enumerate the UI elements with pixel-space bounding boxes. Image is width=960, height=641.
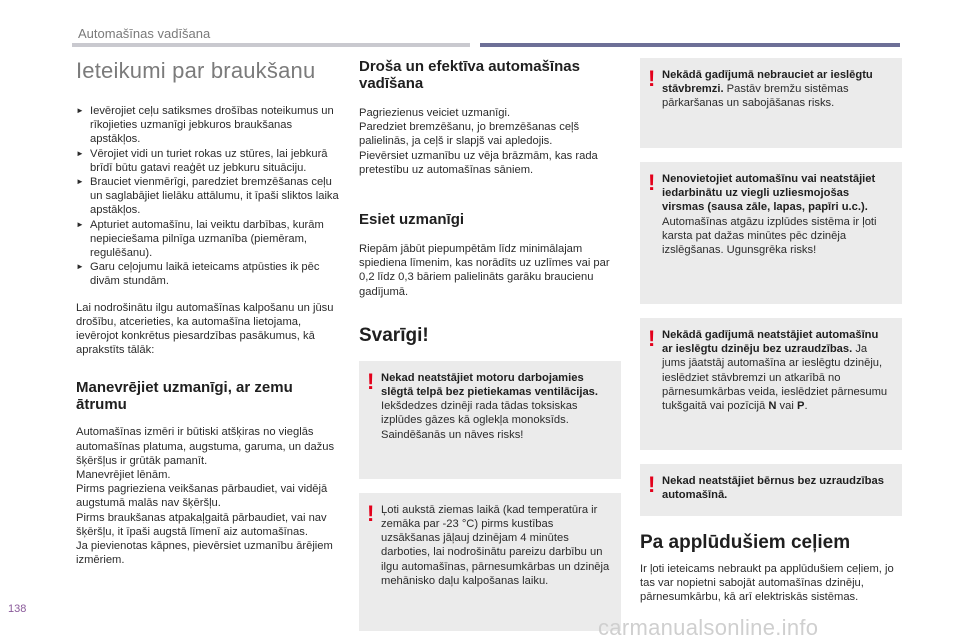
warning-text-end: . [804, 400, 808, 413]
warning-text: Ļoti aukstā ziemas laikā (kad temperatūra ir zemāka par -23 °C) pirms kustības uzsākšanas jāļauj dzinējam 4 minūtes darboties, lai nodrošinātu pareizu darbību un ilgu automašīnas, pārnesumkārbas un dzinēja mehānisko daļu kalpošanas laiku. [381, 503, 610, 587]
gear-p-label: P [796, 400, 805, 413]
warning-bold-text: Nekādā gadījumā neatstājiet automašīnu ar ieslēgtu dzinēju bez uzraudzības. [662, 329, 879, 356]
tips-list [76, 104, 342, 289]
warning-text: Ja jums jāatstāj automašīna ar ieslēgtu dzinēju, ieslēdziet stāvbremzi un atkarībā no pārnesumkārbas veida, ieslēdziet pārnesumu tukšgaitā vai pozīcijā [662, 343, 888, 413]
arrow-bullet-icon: ► [76, 219, 84, 229]
page-number: 138 [8, 603, 27, 615]
warning-bold-text: Nekādā gadījumā nebrauciet ar ieslēgtu stāvbremzi. [662, 69, 873, 96]
intro-paragraph: Lai nodrošinātu ilgu automašīnas kalpošanu un jūsu drošību, atcerieties, ka automašīna lietojama, ievērojot konkrētus piesardzības pasākumus, kā aprakstīts tālāk: [76, 301, 334, 357]
warning-box-flammable [640, 162, 902, 304]
warning-bold-text: Nekad neatstājiet bērnus bez uzraudzības automašīnā. [662, 475, 884, 502]
tip-text: Ievērojiet ceļu satiksmes drošības noteikumus un rīkojieties uzmanīgi jebkuros braukšanas apstākļos. [90, 105, 334, 146]
gear-n-label: N [768, 400, 777, 413]
important-heading: Svarīgi! [359, 324, 429, 346]
tip-item [76, 104, 342, 147]
tip-text: Brauciet vienmērīgi, paredziet bremzēšanas ceļu un saglabājiet lielāku attālumu, it īpaši sliktos laika apstākļos. [90, 176, 339, 217]
safe-driving-paragraph: Pagriezienus veiciet uzmanīgi. Paredziet bremzēšanu, jo bremzēšanas ceļš palielinās, ja ceļš ir slapjš vai apledojis. Pievērsiet uzmanību uz vēja brāzmām, kas rada pretestību uz automašīnas sāniem. [359, 107, 598, 176]
warning-text-or: vai [776, 400, 797, 413]
warning-box-cold [359, 493, 621, 631]
warning-box-parking-brake [640, 58, 902, 148]
tip-item [76, 218, 342, 261]
warning-box-children [640, 464, 902, 516]
warning-bold-text: Nenovietojiet automašīnu vai neatstājiet iedarbinātu uz viegli uzliesmojošas virsmas (sausa zāle, lapas, papīri u.c.). [662, 173, 876, 214]
safe-driving-heading: Droša un efektīva automašīnas vadīšana [359, 58, 580, 92]
column-middle [359, 58, 621, 631]
tip-item [76, 147, 342, 175]
maneuver-heading: Manevrējiet uzmanīgi, ar zemu ātrumu [76, 379, 293, 414]
warning-box-engine-running [640, 318, 902, 450]
page-title: Ieteikumi par braukšanu [76, 58, 316, 83]
careful-heading: Esiet uzmanīgi [359, 211, 465, 229]
exclamation-warning-icon: ! [367, 368, 375, 394]
warning-box-ventilation [359, 361, 621, 479]
tip-item [76, 175, 342, 218]
column-right [640, 58, 902, 605]
header-rule-left [72, 43, 470, 47]
arrow-bullet-icon: ► [76, 106, 84, 115]
exclamation-warning-icon: ! [648, 472, 656, 497]
arrow-bullet-icon: ► [76, 148, 84, 158]
tip-item [76, 260, 342, 288]
exclamation-warning-icon: ! [648, 170, 656, 195]
warning-bold-text: Nekad neatstājiet motoru darbojamies slēgtā telpā bez pietiekamas ventilācijas. [381, 371, 599, 399]
flood-paragraph: Ir ļoti ieteicams nebraukt pa applūdušiem ceļiem, jo tas var nopietni sabojāt automašīnas dzinēju, pārnesumkārbu, kā arī elektriskās sistēmas. [640, 563, 894, 604]
flood-heading: Pa applūdušiem ceļiem [640, 532, 851, 553]
warning-text: Automašīnas atgāzu izplūdes sistēma ir ļoti karsta pat dažas minūtes pēc dzinēja izslēgšanas. Ugunsgrēka risks! [662, 215, 877, 257]
tip-text: Garu ceļojumu laikā ieteicams atpūsties ik pēc divām stundām. [90, 261, 320, 288]
column-left [76, 58, 342, 567]
careful-paragraph: Riepām jābūt piepumpētām līdz minimālajam spiediena līmenim, kas norādīts uz uzlīmes vai par 0,2 līdz 0,3 bāriem palielināts garāku braucienu gadījumā. [359, 243, 610, 298]
maneuver-paragraph: Automašīnas izmēri ir būtiski atšķiras no vieglās automašīnas platuma, augstuma, garuma, un dažus šķēršļus ir grūtāk pamanīt. Manevrējiet lēnām. Pirms pagrieziena veikšanas pārbaudiet, vai vidējā augstumā malās nav šķēršļu. Pirms braukšanas atpakaļgaitā pārbaudiet, vai nav šķēršļu, it īpaši augstā līmenī aiz automašīnas. Ja pievienotas kāpnes, pievērsiet uzmanību ārējiem izmēriem. [76, 426, 335, 567]
warning-text: Pastāv bremžu sistēmas pārkaršanas un sabojāšanas risks. [662, 83, 849, 110]
tip-text: Vērojiet vidi un turiet rokas uz stūres, lai jebkurā brīdī būtu gatavi reaģēt uz jebkuru situāciju. [90, 147, 328, 174]
header-rule-right [480, 43, 900, 47]
warning-text: Iekšdedzes dzinēji rada tādas toksiskas izplūdes gāzes kā oglekļa monoksīds. Saindēšanās un nāves risks! [381, 400, 578, 441]
exclamation-warning-icon: ! [367, 500, 375, 526]
arrow-bullet-icon: ► [76, 177, 84, 187]
running-header: Automašīnas vadīšana [78, 26, 211, 41]
arrow-bullet-icon: ► [76, 262, 84, 272]
exclamation-warning-icon: ! [648, 326, 656, 351]
exclamation-warning-icon: ! [648, 66, 656, 91]
tip-text: Apturiet automašīnu, lai veiktu darbības, kurām nepieciešama pilnīga uzmanība (piemēram, regulēšanu). [90, 218, 324, 260]
watermark: carmanualsonline.info [598, 615, 819, 640]
